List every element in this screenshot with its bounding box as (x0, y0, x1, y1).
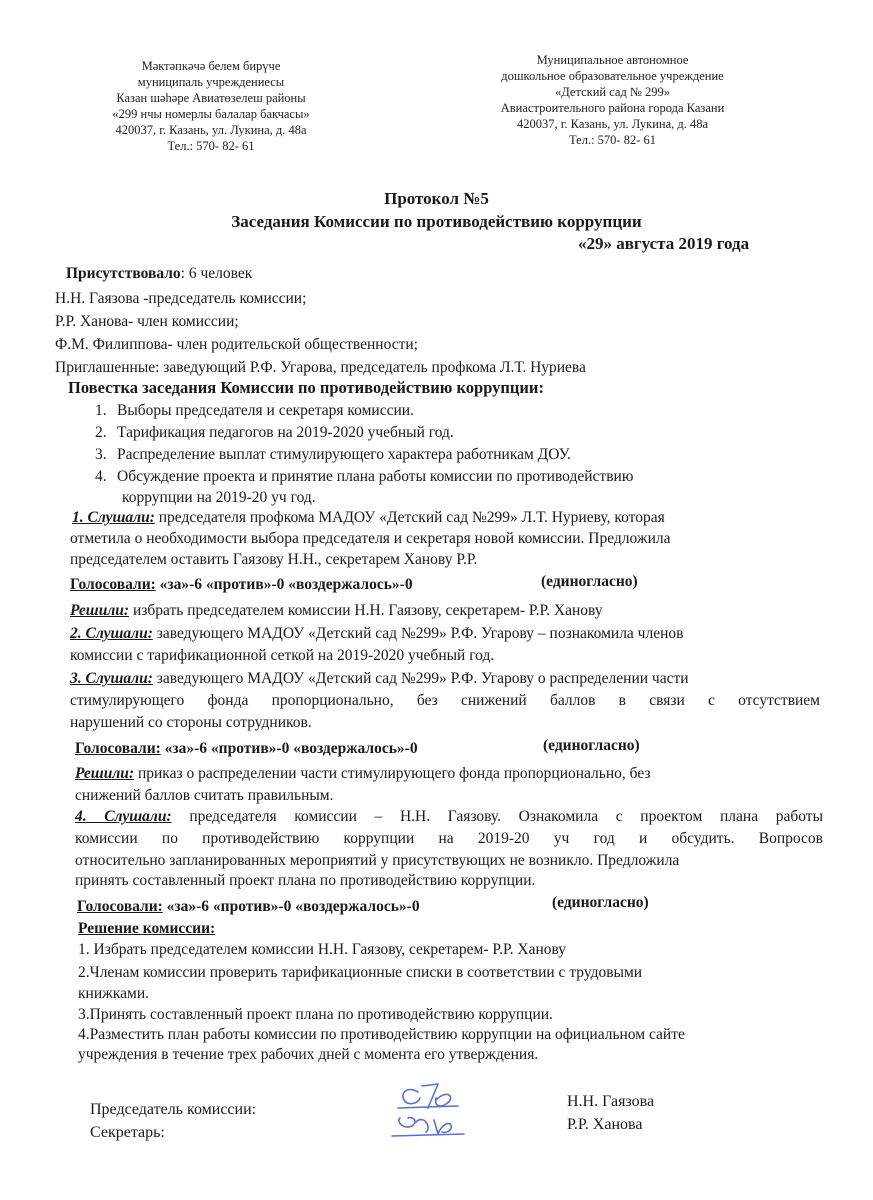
agenda-item: Обсуждение проекта и принятие плана работы комиссии по противодействию (117, 468, 634, 485)
vote-line (77, 898, 420, 916)
agenda-item: Выборы председателя и секретаря комиссии. (117, 402, 414, 419)
section-3-line (70, 670, 689, 688)
decision-3-line (75, 765, 651, 783)
protocol-title: Протокол №5 (384, 189, 489, 208)
chair-name: Н.Н. Гаязова (567, 1093, 655, 1110)
section-4-line: относительно запланированных мероприятий у присутствующих не возникло. Предложила (75, 852, 680, 869)
vote-label: Голосовали: (75, 740, 161, 757)
decision-heading: Решение комиссии: (78, 920, 216, 937)
section-3-line: нарушений со стороны сотрудников. (70, 714, 312, 731)
vote-result: (единогласно) (541, 573, 638, 590)
decision-item: книжками. (78, 985, 149, 1002)
meeting-title: Заседания Комиссии по противодействию коррупции (231, 212, 642, 231)
vote-counts: «за»-6 «против»-0 «воздержалось»-0 (155, 576, 413, 593)
header-right (455, 52, 770, 148)
section-4-text: председателя комиссии – Н.Н. Гаязову. Ознакомила с проектом плана работы (171, 808, 823, 825)
underline-stroke (398, 1106, 458, 1108)
header-left-line: муниципаль учреждениесы (137, 75, 285, 89)
section-4-line: принять составленный проект плана по противодействию коррупции. (75, 872, 536, 889)
attendance-label: Присутствовало (66, 265, 181, 282)
invited-line: Приглашенные: заведующий Р.Ф. Угарова, председатель профкома Л.Т. Нуриева (55, 359, 586, 376)
vote-line (75, 740, 418, 758)
section-2-line (70, 625, 683, 643)
section-4-line (75, 808, 823, 826)
section-1-line: отметила о необходимости выбора председателя и секретаря новой комиссии. Предложила (70, 530, 671, 547)
section-1-label: 1. Слушали: (72, 509, 155, 526)
vote-line (70, 576, 413, 594)
header-left-line: 420037, г. Казань, ул. Лукина, д. 48а (115, 123, 307, 137)
decision-1-line (70, 602, 603, 620)
header-left-line: Мәктәпкәчә белем бирүче (141, 59, 281, 73)
decision-3-line: снижений баллов считать правильным. (75, 787, 334, 804)
agenda-number: 1. (95, 402, 107, 419)
decision-item: 4.Разместить план работы комиссии по противодействию коррупции на официальном сайте (78, 1026, 685, 1043)
agenda-number: 3. (95, 446, 107, 463)
secretary-label: Секретарь: (90, 1124, 165, 1141)
chair-signature-stroke (403, 1084, 451, 1108)
decision-item: 1. Избрать председателем комиссии Н.Н. Гаязову, секретарем- Р.Р. Ханову (78, 941, 567, 958)
header-left (80, 58, 342, 154)
agenda-item-continuation: коррупции на 2019-20 уч год. (122, 489, 316, 506)
vote-label: Голосовали: (70, 576, 156, 593)
decision-3-text: приказ о распределении части стимулирующего фонда пропорционально, без (134, 765, 651, 782)
header-right-line: Авиастроительного района города Казани (500, 101, 725, 115)
chair-label: Председатель комиссии: (90, 1101, 257, 1118)
agenda-item: Тарификация педагогов на 2019-2020 учебный год. (117, 424, 454, 441)
section-2-text: заведующего МАДОУ «Детский сад №299» Р.Ф. Угарову – познакомила членов (152, 625, 684, 642)
member-line: Р.Р. Ханова- член комиссии; (55, 313, 239, 330)
section-2-line: комиссии с тарификационной сеткой на 2019-2020 учебный год. (70, 647, 495, 664)
agenda-heading: Повестка заседания Комиссии по противодействию коррупции: (68, 378, 544, 397)
agenda-item: Распределение выплат стимулирующего характера работникам ДОУ. (117, 446, 571, 463)
vote-result: (единогласно) (552, 894, 649, 911)
header-right-line: 420037, г. Казань, ул. Лукина, д. 48а (516, 117, 709, 131)
agenda-number: 4. (95, 468, 107, 485)
section-4-line: комиссии по противодействию коррупции на 2019-20 уч год и обсудить. Вопросов (75, 830, 823, 847)
decision-item: 3.Принять составленный проект плана по противодействию коррупции. (78, 1006, 553, 1023)
decision-1-text: избрать председателем комиссии Н.Н. Гаязову, секретарем- Р.Р. Ханову (129, 602, 603, 619)
agenda-number: 2. (95, 424, 107, 441)
handwritten-signatures (378, 1078, 478, 1150)
attendance-count: : 6 человек (180, 265, 253, 282)
section-1-text: председателя профкома МАДОУ «Детский сад №299» Л.Т. Нуриеву, которая (154, 509, 665, 526)
header-right-line: Тел.: 570- 82- 61 (569, 133, 656, 147)
header-right-line: Муниципальное автономное (536, 53, 689, 67)
section-4-label: 4. Слушали: (75, 808, 172, 825)
underline-stroke (392, 1134, 464, 1136)
header-right-line: дошкольное образовательное учреждение (501, 69, 724, 83)
decision-item: 2.Членам комиссии проверить тарификационные списки в соответствии с трудовыми (78, 964, 643, 981)
decision-item: учреждения в течение трех рабочих дней с момента его утверждения. (78, 1046, 539, 1063)
section-3-label: 3. Слушали: (70, 670, 153, 687)
section-3-text: заведующего МАДОУ «Детский сад №299» Р.Ф. Угарову о распределении части (152, 670, 689, 687)
secretary-name: Р.Р. Ханова (567, 1116, 643, 1133)
secretary-signature-stroke (399, 1118, 451, 1134)
vote-counts: «за»-6 «против»-0 «воздержалось»-0 (162, 898, 420, 915)
section-2-label: 2. Слушали: (70, 625, 153, 642)
header-left-line: «299 нчы номерлы балалар бакчасы» (112, 107, 310, 121)
vote-label: Голосовали: (77, 898, 163, 915)
section-3-line: стимулирующего фонда пропорционально, без снижений баллов в связи с отсутствием (70, 692, 820, 709)
member-line: Н.Н. Гаязова -председатель комиссии; (55, 290, 307, 307)
member-line: Ф.М. Филиппова- член родительской общественности; (55, 336, 418, 353)
header-right-line: «Детский сад № 299» (554, 85, 670, 99)
meeting-date: «29» августа 2019 года (578, 234, 750, 253)
vote-result: (единогласно) (543, 737, 640, 754)
section-1-line (72, 509, 665, 527)
header-left-line: Казан шәһәре Авиатөзелеш районы (116, 91, 306, 105)
vote-counts: «за»-6 «против»-0 «воздержалось»-0 (160, 740, 418, 757)
decision-3-label: Решили: (75, 765, 135, 782)
decision-1-label: Решили: (70, 602, 130, 619)
attendance-line (66, 265, 252, 283)
header-left-line: Тел.: 570- 82- 61 (167, 139, 255, 153)
section-1-line: председателем оставить Гаязову Н.Н., секретарем Ханову Р.Р. (70, 551, 478, 568)
